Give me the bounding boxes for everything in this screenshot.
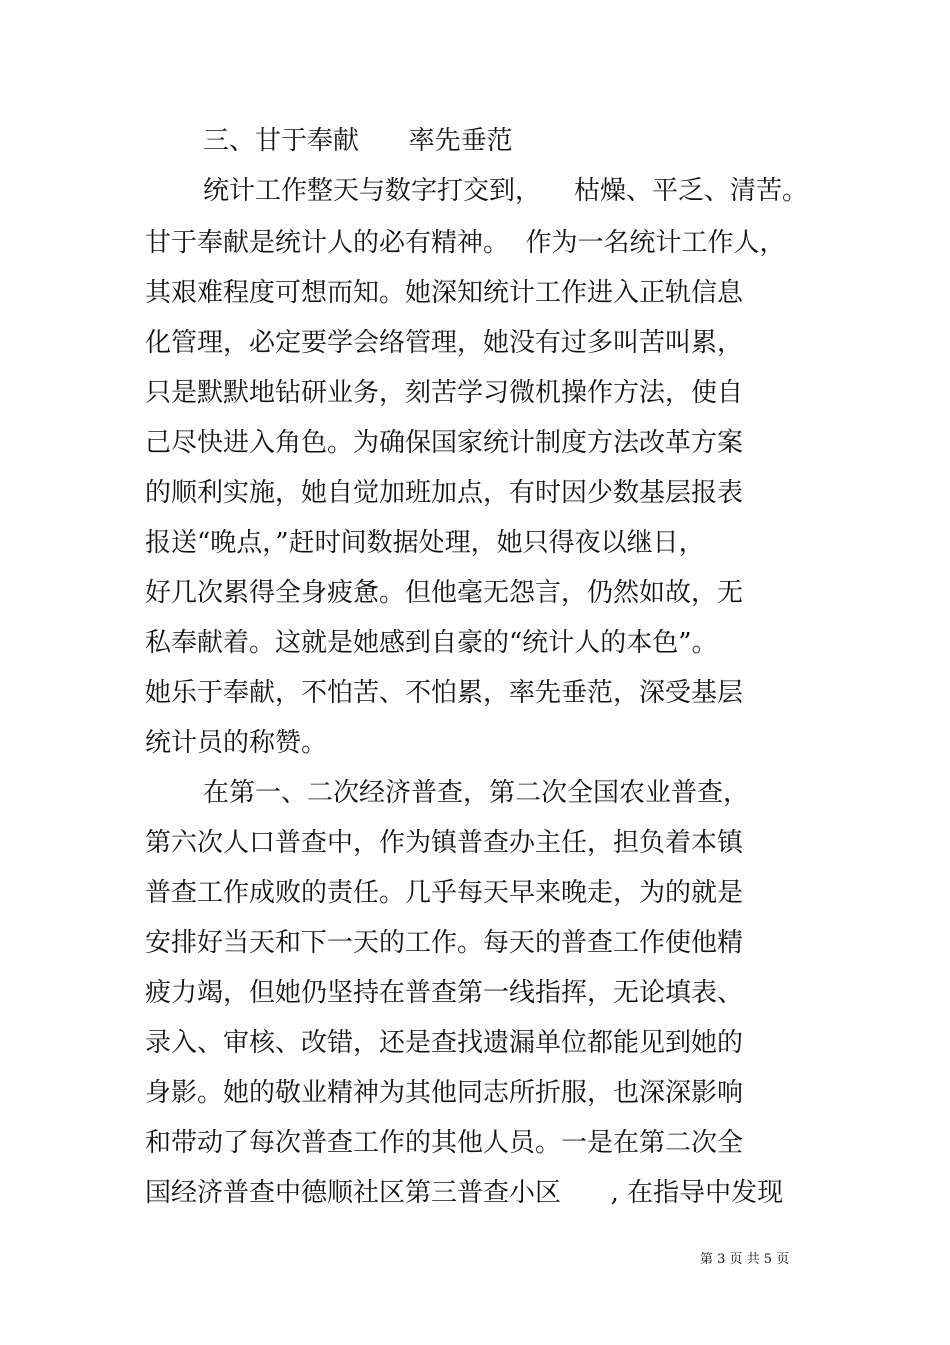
text-line: 第六次人口普查中，作为镇普查办主任，担负着本镇 — [145, 828, 744, 858]
text-line: 安排好当天和下一天的工作。每天的普查工作使他精 — [145, 928, 744, 958]
text-line: 甘于奉献是统计人的必有精神。 作为一名统计工作人， — [145, 228, 786, 258]
text-line: 的顺利实施，她自觉加班加点，有时因少数基层报表 — [145, 478, 744, 508]
text-line: 报送“晚点，”赶时间数据处理，她只得夜以继日， — [145, 528, 705, 558]
text-line: 好几次累得全身疲惫。但他毫无怨言，仍然如故，无 — [145, 578, 744, 608]
text-line: 己尽快进入角色。为确保国家统计制度方法改革方案 — [145, 428, 744, 458]
text-line: 疲力竭，但她仍坚持在普查第一线指挥，无论填表、 — [145, 978, 744, 1008]
text-line: 身影。她的敬业精神为其他同志所折服，也深深影响 — [145, 1078, 744, 1108]
text-line: 私奉献着。这就是她感到自豪的“统计人的本色”。 — [145, 628, 718, 658]
text-line: 统计工作整天与数字打交到， 枯燥、平乏、清苦。 — [203, 176, 809, 206]
text-line: 国经济普查中德顺社区第三普查小区 , 在指导中发现 — [145, 1178, 784, 1208]
page-number-footer: 第 3 页 共 5 页 — [700, 1252, 790, 1267]
text-line: 普查工作成败的责任。几乎每天早来晚走，为的就是 — [145, 878, 744, 908]
text-line: 统计员的称赞。 — [145, 728, 328, 758]
section-heading: 三、甘于奉献 率先垂范 — [203, 126, 513, 156]
text-line: 化管理，必定要学会络管理，她没有过多叫苦叫累， — [145, 328, 744, 358]
text-line: 和带动了每次普查工作的其他人员。一是在第二次全 — [145, 1128, 744, 1158]
text-line: 在第一、二次经济普查，第二次全国农业普查， — [203, 778, 750, 808]
text-line: 只是默默地钻研业务，刻苦学习微机操作方法，使自 — [145, 378, 744, 408]
text-line: 录入、审核、改错，还是查找遗漏单位都能见到她的 — [145, 1028, 744, 1058]
text-line: 其艰难程度可想而知。她深知统计工作进入正轨信息 — [145, 278, 744, 308]
text-line: 她乐于奉献，不怕苦、不怕累，率先垂范，深受基层 — [145, 678, 744, 708]
